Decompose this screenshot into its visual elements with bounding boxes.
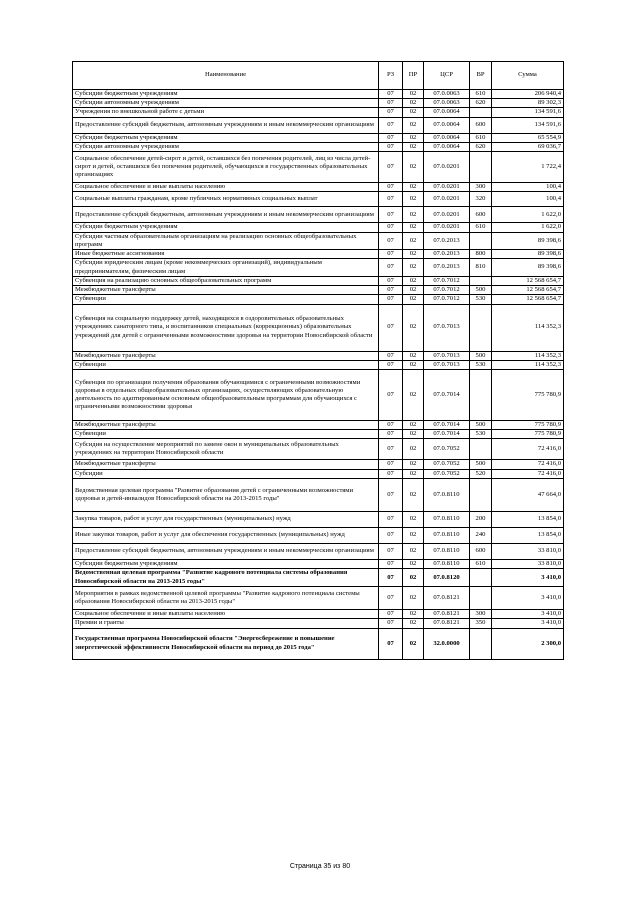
row-sum: 3 410,0 [492,610,564,619]
table-row [73,478,564,511]
row-csr: 07.0.0064 [424,133,470,142]
table-row [73,192,564,207]
row-rz: 07 [379,460,403,469]
row-sum: 33 810,0 [492,559,564,568]
row-csr: 07.0.0063 [424,99,470,108]
row-name: Мероприятия в рамках ведомственной целевой программы "Развитие кадрового потенциала системы образования Новосибирской области на 2013-2015 годы" [73,587,379,610]
row-rz: 07 [379,569,403,587]
row-sum: 775 780,9 [492,369,564,420]
table-row [73,207,564,223]
row-pr: 02 [403,295,424,304]
header-sum: Сумма [492,62,564,90]
row-vr: 600 [470,207,492,223]
row-csr: 07.0.7052 [424,460,470,469]
row-pr: 02 [403,420,424,429]
row-rz: 07 [379,286,403,295]
row-csr: 07.0.8110 [424,559,470,568]
row-rz: 07 [379,619,403,628]
table-row [73,117,564,133]
row-vr [470,628,492,659]
row-sum: 2 300,0 [492,628,564,659]
row-sum: 3 410,0 [492,569,564,587]
row-csr: 07.0.0201 [424,152,470,183]
row-pr: 02 [403,108,424,117]
row-csr: 07.0.7012 [424,286,470,295]
row-vr: 530 [470,430,492,439]
row-vr: 610 [470,223,492,232]
row-pr: 02 [403,543,424,559]
row-name: Предоставление субсидий бюджетным, автономным учреждениям и иным некоммерческим организациям [73,207,379,223]
row-name: Предоставление субсидий бюджетным, автономным учреждениям и иным некоммерческим организациям [73,117,379,133]
row-pr: 02 [403,117,424,133]
row-sum: 1 622,0 [492,223,564,232]
row-sum: 1 722,4 [492,152,564,183]
row-csr: 07.0.0064 [424,117,470,133]
table-row [73,142,564,151]
table-row [73,369,564,420]
page-number: Страница 35 из 80 [289,863,351,870]
row-pr: 02 [403,430,424,439]
row-rz: 07 [379,295,403,304]
row-vr: 800 [470,250,492,259]
row-name: Межбюджетные трансферты [73,286,379,295]
table-row [73,304,564,351]
table-row [73,430,564,439]
row-name: Субсидии частным образовательным организациям на реализацию основных общеобразовательных программ [73,232,379,249]
row-vr: 530 [470,360,492,369]
row-vr [470,439,492,460]
row-csr: 07.0.0201 [424,207,470,223]
table-row [73,511,564,527]
row-csr: 07.0.7014 [424,430,470,439]
row-csr: 07.0.0064 [424,142,470,151]
row-name: Субсидии бюджетным учреждениям [73,223,379,232]
row-rz: 07 [379,587,403,610]
row-rz: 07 [379,304,403,351]
row-csr: 07.0.0201 [424,192,470,207]
row-pr: 02 [403,90,424,99]
row-csr: 07.0.8110 [424,478,470,511]
header-name: Наименование [73,62,379,90]
row-sum: 89 398,6 [492,259,564,276]
row-pr: 02 [403,569,424,587]
row-rz: 07 [379,117,403,133]
row-sum: 1 622,0 [492,207,564,223]
table-header-row [73,62,564,90]
row-pr: 02 [403,628,424,659]
row-name: Субвенции [73,430,379,439]
row-rz: 07 [379,628,403,659]
table-row [73,587,564,610]
row-vr: 320 [470,192,492,207]
row-name: Субвенции [73,360,379,369]
row-pr: 02 [403,133,424,142]
row-csr: 07.0.7013 [424,360,470,369]
row-csr: 07.0.7012 [424,295,470,304]
table-row [73,133,564,142]
row-rz: 07 [379,610,403,619]
row-csr: 07.0.0063 [424,90,470,99]
row-name: Иные закупки товаров, работ и услуг для обеспечения государственных (муниципальных) нужд [73,527,379,543]
row-pr: 02 [403,152,424,183]
row-pr: 02 [403,587,424,610]
row-name: Субсидии бюджетным учреждениям [73,133,379,142]
row-sum: 89 302,3 [492,99,564,108]
row-sum: 72 416,0 [492,469,564,478]
row-sum: 206 940,4 [492,90,564,99]
row-name: Премии и гранты [73,619,379,628]
row-vr: 240 [470,527,492,543]
row-csr: 07.0.8110 [424,527,470,543]
budget-table [72,61,564,660]
row-rz: 07 [379,183,403,192]
row-vr: 500 [470,460,492,469]
row-rz: 07 [379,207,403,223]
row-vr: 300 [470,610,492,619]
row-pr: 02 [403,360,424,369]
table-row [73,295,564,304]
row-name: Межбюджетные трансферты [73,420,379,429]
row-pr: 02 [403,439,424,460]
row-csr: 07.0.0201 [424,223,470,232]
row-sum: 134 591,6 [492,117,564,133]
row-pr: 02 [403,460,424,469]
table-row [73,250,564,259]
row-rz: 07 [379,420,403,429]
row-pr: 02 [403,223,424,232]
row-vr: 500 [470,420,492,429]
row-name: Субсидии [73,469,379,478]
row-rz: 07 [379,99,403,108]
row-name: Социальные выплаты гражданам, кроме публичных нормативных социальных выплат [73,192,379,207]
row-vr: 500 [470,286,492,295]
row-name: Субсидия на осуществление мероприятий по замене окон в муниципальных образовательных учреждениях на территории Новосибирской области [73,439,379,460]
row-csr: 07.0.8110 [424,511,470,527]
row-vr: 530 [470,295,492,304]
row-csr: 07.0.2013 [424,259,470,276]
row-sum: 13 854,0 [492,527,564,543]
table-row [73,276,564,285]
row-name: Субвенция на реализацию основных общеобразовательных программ [73,276,379,285]
row-pr: 02 [403,351,424,360]
row-sum: 775 780,9 [492,420,564,429]
table-row [73,183,564,192]
row-vr: 610 [470,90,492,99]
row-name: Субсидии автономным учреждениям [73,99,379,108]
row-sum: 47 664,0 [492,478,564,511]
table-row [73,559,564,568]
row-rz: 07 [379,469,403,478]
row-csr: 07.0.2013 [424,250,470,259]
row-vr [470,587,492,610]
row-vr: 810 [470,259,492,276]
table-row [73,569,564,587]
table-row [73,360,564,369]
row-name: Субсидии автономным учреждениям [73,142,379,151]
row-sum: 89 398,6 [492,250,564,259]
row-pr: 02 [403,276,424,285]
row-sum: 114 352,3 [492,360,564,369]
row-sum: 100,4 [492,183,564,192]
row-vr [470,276,492,285]
row-rz: 07 [379,133,403,142]
row-rz: 07 [379,192,403,207]
row-pr: 02 [403,369,424,420]
row-name: Закупка товаров, работ и услуг для государственных (муниципальных) нужд [73,511,379,527]
table-row [73,543,564,559]
row-vr: 620 [470,142,492,151]
row-vr: 520 [470,469,492,478]
row-csr: 32.0.0000 [424,628,470,659]
table-row [73,108,564,117]
row-pr: 02 [403,250,424,259]
row-pr: 02 [403,192,424,207]
row-vr: 600 [470,543,492,559]
row-name: Государственная программа Новосибирской области "Энергосбережение и повышение энергетической эффективности Новосибирской области на период до 2015 года" [73,628,379,659]
row-vr: 300 [470,183,492,192]
row-sum: 775 780,9 [492,430,564,439]
row-rz: 07 [379,360,403,369]
row-rz: 07 [379,90,403,99]
row-name: Социальное обеспечение детей-сирот и детей, оставшихся без попечения родителей, лиц из числа детей-сирот и детей, оставшихся без попечения родителей, обучающихся в государственных образовательных организациях [73,152,379,183]
row-csr: 07.0.7012 [424,276,470,285]
table-row [73,259,564,276]
row-sum: 114 352,3 [492,304,564,351]
row-vr [470,569,492,587]
row-vr: 610 [470,559,492,568]
row-pr: 02 [403,232,424,249]
row-vr [470,232,492,249]
row-name: Ведомственная целевая программа "Развитие образования детей с ограниченными возможностями здоровья и детей-инвалидов Новосибирской области на 2013-2015 годы" [73,478,379,511]
row-rz: 07 [379,511,403,527]
row-rz: 07 [379,250,403,259]
table-row [73,460,564,469]
table-row [73,286,564,295]
row-sum: 100,4 [492,192,564,207]
row-csr: 07.0.8121 [424,610,470,619]
row-vr: 600 [470,117,492,133]
row-sum: 69 036,7 [492,142,564,151]
row-rz: 07 [379,276,403,285]
row-csr: 07.0.2013 [424,232,470,249]
table-row [73,439,564,460]
row-csr: 07.0.7013 [424,351,470,360]
row-sum: 3 410,0 [492,619,564,628]
table-row [73,90,564,99]
row-sum: 12 568 654,7 [492,286,564,295]
row-pr: 02 [403,142,424,151]
row-name: Субвенции [73,295,379,304]
row-vr: 200 [470,511,492,527]
row-csr: 07.0.7014 [424,369,470,420]
row-rz: 07 [379,351,403,360]
row-csr: 07.0.7014 [424,420,470,429]
row-rz: 07 [379,430,403,439]
row-csr: 07.0.8110 [424,543,470,559]
row-pr: 02 [403,99,424,108]
row-vr [470,304,492,351]
row-pr: 02 [403,183,424,192]
row-sum: 89 398,6 [492,232,564,249]
row-vr: 620 [470,99,492,108]
row-name: Субсидии бюджетным учреждениям [73,559,379,568]
row-sum: 72 416,0 [492,439,564,460]
row-csr: 07.0.8121 [424,587,470,610]
row-sum: 72 416,0 [492,460,564,469]
row-sum: 13 854,0 [492,511,564,527]
row-sum: 3 410,0 [492,587,564,610]
row-csr: 07.0.8120 [424,569,470,587]
row-name: Субсидии юридическим лицам (кроме некоммерческих организаций), индивидуальным предпринимателям, физическим лицам [73,259,379,276]
row-sum: 65 554,9 [492,133,564,142]
row-vr: 500 [470,351,492,360]
row-pr: 02 [403,527,424,543]
row-sum: 134 591,6 [492,108,564,117]
header-rz: РЗ [379,62,403,90]
row-csr: 07.0.7052 [424,439,470,460]
header-pr: ПР [403,62,424,90]
row-rz: 07 [379,259,403,276]
row-name: Субвенция на социальную поддержку детей, находящихся в оздоровительных образовательных учреждениях санаторного типа, и воспитанников специальных (коррекционных) образовательных учреждений для детей с ограниченными возможностями здоровья на территории Новосибирской области [73,304,379,351]
row-sum: 33 810,0 [492,543,564,559]
row-pr: 02 [403,259,424,276]
row-pr: 02 [403,469,424,478]
row-name: Субвенция по организации получения образования обучающимися с ограниченными возможностями здоровья в отдельных общеобразовательных организациях, осуществляющих образовательную деятельность по адаптированным основным общеобразовательным программам для обучающихся с ограниченными возможностями здоровья [73,369,379,420]
row-rz: 07 [379,223,403,232]
header-csr: ЦСР [424,62,470,90]
row-vr [470,369,492,420]
table-row [73,232,564,249]
table-row [73,610,564,619]
row-name: Учреждения по внешкольной работе с детьми [73,108,379,117]
row-name: Межбюджетные трансферты [73,351,379,360]
row-rz: 07 [379,108,403,117]
row-rz: 07 [379,232,403,249]
row-pr: 02 [403,610,424,619]
row-name: Межбюджетные трансферты [73,460,379,469]
row-vr [470,152,492,183]
table-row [73,223,564,232]
row-pr: 02 [403,286,424,295]
row-rz: 07 [379,543,403,559]
row-name: Предоставление субсидий бюджетным, автономным учреждениям и иным некоммерческим организациям [73,543,379,559]
table-row [73,351,564,360]
row-pr: 02 [403,511,424,527]
table-row [73,527,564,543]
table-row [73,469,564,478]
row-csr: 07.0.7013 [424,304,470,351]
header-vr: ВР [470,62,492,90]
row-csr: 07.0.0201 [424,183,470,192]
row-rz: 07 [379,439,403,460]
row-rz: 07 [379,478,403,511]
row-vr: 610 [470,133,492,142]
row-rz: 07 [379,559,403,568]
table-row [73,619,564,628]
row-vr [470,478,492,511]
row-rz: 07 [379,152,403,183]
row-csr: 07.0.0064 [424,108,470,117]
row-vr: 350 [470,619,492,628]
row-vr [470,108,492,117]
row-name: Ведомственная целевая программа "Развитие кадрового потенциала системы образования Новосибирской области на 2013-2015 годы" [73,569,379,587]
table-row [73,152,564,183]
row-name: Социальное обеспечение и иные выплаты населению [73,183,379,192]
row-sum: 114 352,3 [492,351,564,360]
row-name: Иные бюджетные ассигнования [73,250,379,259]
row-name: Субсидии бюджетным учреждениям [73,90,379,99]
table-row [73,99,564,108]
row-rz: 07 [379,142,403,151]
row-pr: 02 [403,478,424,511]
row-csr: 07.0.7052 [424,469,470,478]
row-pr: 02 [403,207,424,223]
row-name: Социальное обеспечение и иные выплаты населению [73,610,379,619]
row-pr: 02 [403,619,424,628]
row-pr: 02 [403,559,424,568]
table-row [73,420,564,429]
row-pr: 02 [403,304,424,351]
row-rz: 07 [379,527,403,543]
row-rz: 07 [379,369,403,420]
row-csr: 07.0.8121 [424,619,470,628]
row-sum: 12 568 654,7 [492,276,564,285]
table-row [73,628,564,659]
row-sum: 12 568 654,7 [492,295,564,304]
